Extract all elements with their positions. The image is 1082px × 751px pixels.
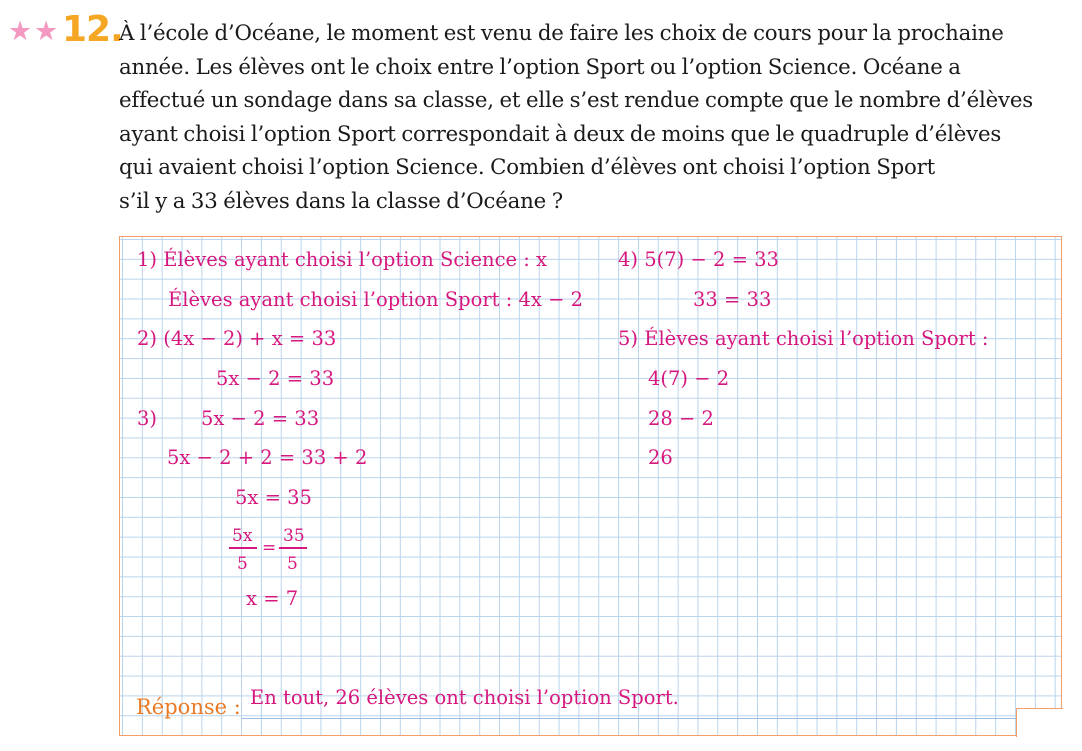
difficulty-star-icon: ★ — [8, 16, 33, 47]
step3-add-two: 5x − 2 + 2 = 33 + 2 — [167, 446, 368, 469]
exercise-number: 12. — [62, 9, 123, 50]
answer-text: En tout, 26 élèves ont choisi l’option Sport. — [250, 686, 679, 709]
step2-equation: 2) (4x − 2) + x = 33 — [137, 327, 337, 350]
page-fold-corner — [1016, 708, 1063, 737]
question-text — [119, 17, 1059, 219]
fraction-right-numerator: 35 — [283, 526, 305, 546]
step1-sport-line: Élèves ayant choisi l’option Sport : 4x − 2 — [168, 288, 584, 311]
step4-verification: 4) 5(7) − 2 = 33 — [618, 248, 779, 271]
step1-science-line: 1) Élèves ayant choisi l’option Science : x — [137, 248, 548, 271]
fraction-left-denominator: 5 — [237, 554, 248, 574]
answer-underline — [241, 718, 1016, 719]
reponse-label: Réponse : — [136, 695, 241, 719]
step5-heading: 5) Élèves ayant choisi l’option Sport : — [618, 327, 989, 350]
fraction-left-bar — [229, 547, 257, 549]
step3-equation: 5x − 2 = 33 — [201, 407, 320, 430]
difficulty-star-icon: ★ — [34, 16, 59, 47]
step3-label: 3) — [137, 407, 158, 430]
question-line: qui avaient choisi l’option Science. Combien d’élèves ont choisi l’option Sport — [119, 155, 935, 181]
step3-five-x: 5x = 35 — [235, 486, 312, 509]
step4-result: 33 = 33 — [693, 288, 772, 311]
step5-substitution: 4(7) − 2 — [648, 367, 730, 390]
step5-result: 26 — [648, 446, 673, 469]
fraction-equals: = — [262, 538, 277, 558]
step3-solution: x = 7 — [246, 587, 299, 610]
step5-product: 28 − 2 — [648, 407, 714, 430]
question-line: année. Les élèves ont le choix entre l’option Sport ou l’option Science. Océane a — [119, 54, 961, 80]
question-line: ayant choisi l’option Sport correspondait à deux de moins que le quadruple d’élèves — [119, 121, 1002, 147]
question-line: effectué un sondage dans sa classe, et elle s’est rendue compte que le nombre d’élèves — [119, 88, 1033, 114]
step2-simplified: 5x − 2 = 33 — [216, 367, 335, 390]
fraction-right-denominator: 5 — [287, 554, 298, 574]
question-line: s’il y a 33 élèves dans la classe d’Océane ? — [119, 188, 563, 214]
fraction-left-numerator: 5x — [232, 526, 253, 546]
question-line: À l’école d’Océane, le moment est venu de faire les choix de cours pour la prochaine — [119, 21, 1004, 46]
fraction-right-bar — [279, 547, 307, 549]
